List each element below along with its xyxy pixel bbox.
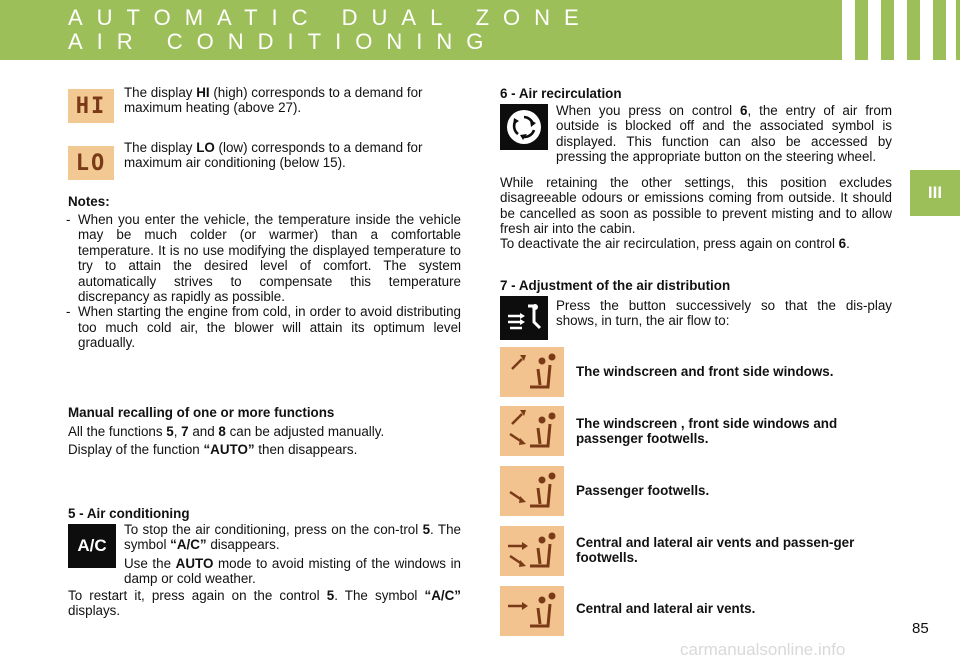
ac-paragraph-3: To restart it, press again on the control 5. The symbol “A/C” displays.: [68, 588, 461, 619]
note-item: - When starting the engine from cold, in order to avoid distributing too much cold air, the blower will attain its optimum level gradually.: [68, 304, 461, 350]
watermark: carmanualsonline.info: [680, 640, 846, 659]
notes-heading: Notes:: [68, 194, 110, 209]
recirculation-arrows-icon: [505, 108, 543, 146]
manual-recall-heading: Manual recalling of one or more functions: [68, 405, 335, 420]
note-item: - When you enter the vehicle, the temperature inside the vehicle may be much colder (or warmer) than a comfortable temperature. It is no use modifying the displayed temperature to try to attain the desired level of comfort. The system automatically strives to compensate this temperature discrepancy as rapidly as possible.: [68, 212, 461, 304]
page-title: AUTOMATIC DUAL ZONE AIR CONDITIONING: [68, 5, 593, 54]
chapter-tab[interactable]: III: [910, 170, 960, 216]
windscreen-mode-icon: [500, 347, 564, 397]
recirculation-paragraph-1: When you press on control 6, the entry of air from outside is blocked off and the associated symbol is displayed. This function can also be accessed by pressing the appropriate button on the steering wheel.: [556, 103, 892, 165]
recirculation-icon: [500, 104, 548, 150]
distribution-paragraph: Press the button successively so that the dis-play shows, in turn, the air flow to:: [556, 298, 892, 329]
hi-display-icon: HI: [68, 89, 114, 123]
header-stripe: [868, 0, 881, 60]
distribution-option: Central and lateral air vents and passen-ger footwells.: [576, 535, 855, 566]
header-stripes: [0, 0, 960, 60]
distribution-option: Passenger footwells.: [576, 483, 710, 498]
page-number: 85: [912, 620, 929, 637]
manual-recall-line1: All the functions 5, 7 and 8 can be adjusted manually.: [68, 424, 385, 439]
header-stripe: [842, 0, 855, 60]
air-distribution-seat-icon: [504, 302, 544, 334]
distribution-option: Central and lateral air vents.: [576, 601, 756, 616]
manual-recall-line2: Display of the function “AUTO” then disappears.: [68, 442, 358, 457]
hi-description: The display HI (high) corresponds to a demand for maximum heating (above 27).: [124, 85, 423, 116]
distribution-option: The windscreen , front side windows and passenger footwells.: [576, 416, 838, 447]
notes-list: [68, 212, 461, 351]
footwell-mode-icon: [500, 466, 564, 516]
page-header: [0, 0, 960, 60]
windscreen-footwell-mode-icon: [500, 406, 564, 456]
vents-mode-icon: [500, 586, 564, 636]
lo-description: The display LO (low) corresponds to a demand for maximum air conditioning (below 15).: [124, 140, 423, 171]
ac-icon: A/C: [68, 524, 116, 568]
header-stripe: [894, 0, 907, 60]
ac-heading: 5 - Air conditioning: [68, 506, 190, 521]
vents-footwell-mode-icon: [500, 526, 564, 576]
distribution-heading: 7 - Adjustment of the air distribution: [500, 278, 731, 293]
air-distribution-icon: [500, 296, 548, 340]
header-stripe: [946, 0, 956, 60]
recirculation-heading: 6 - Air recirculation: [500, 86, 622, 101]
ac-paragraph-2: Use the AUTO mode to avoid misting of the windows in damp or cold weather.: [124, 556, 461, 587]
distribution-option: The windscreen and front side windows.: [576, 364, 834, 379]
recirculation-paragraph-3: To deactivate the air recirculation, press again on control 6.: [500, 236, 850, 251]
lo-display-icon: LO: [68, 146, 114, 180]
header-stripe: [920, 0, 933, 60]
ac-paragraph-1: To stop the air conditioning, press on the con-trol 5. The symbol “A/C” disappears.: [124, 522, 461, 553]
recirculation-paragraph-2: While retaining the other settings, this position excludes disagreeable odours or emissions coming from outside. It should be cancelled as soon as possible to prevent misting and to allow fresh air into the cabin.: [500, 175, 892, 237]
